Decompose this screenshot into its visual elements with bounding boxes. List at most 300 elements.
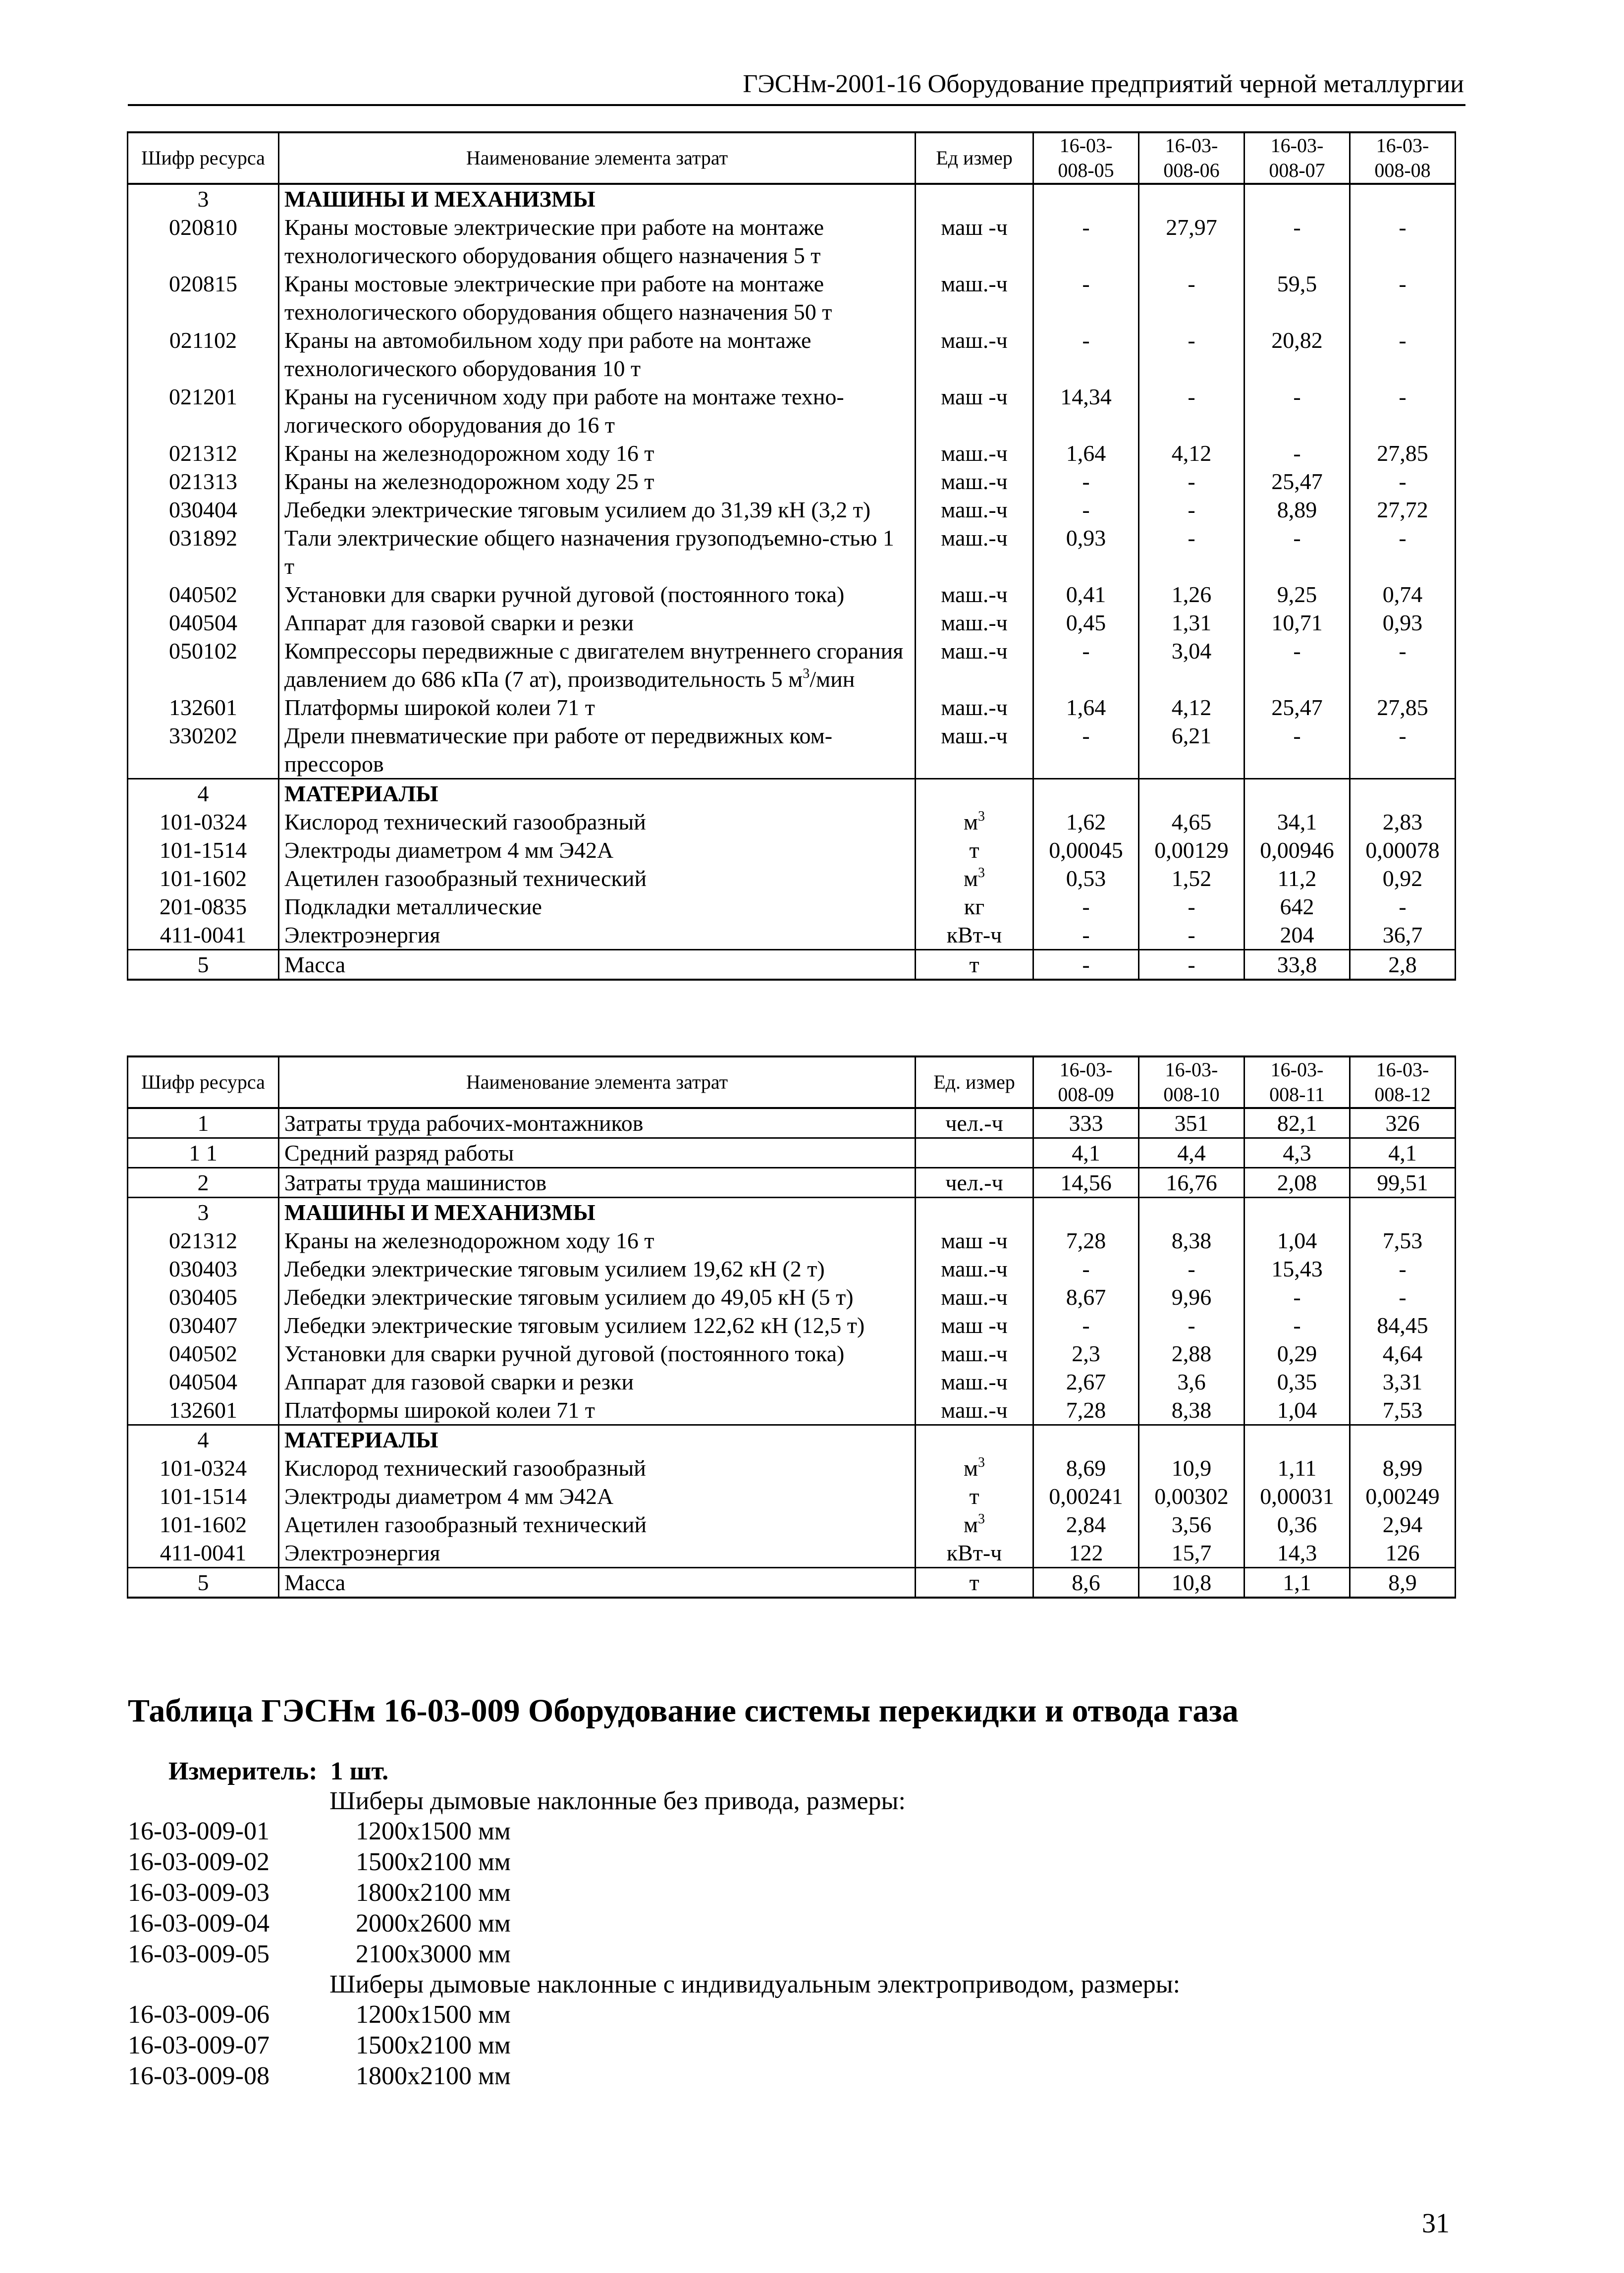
unit-text: м [963, 866, 978, 891]
group-heading-no-drive: Шиберы дымовые наклонные без привода, размеры: [329, 1787, 906, 1815]
value-norm-3: 4,3 [1245, 1138, 1350, 1168]
value-norm-1: 14,56 [1033, 1168, 1139, 1198]
table-header-row [128, 132, 1456, 184]
value-norm-2 [1139, 1198, 1245, 1227]
resource-code: 031892 [128, 524, 279, 580]
col-header-norm-4: 16-03- 008-12 [1350, 1056, 1456, 1108]
unit-text: маш.-ч [941, 1397, 1008, 1423]
value-norm-4: - [1350, 892, 1456, 921]
value-norm-4: - [1350, 326, 1456, 383]
resource-code: 2 [128, 1168, 279, 1198]
resource-code: 101-1602 [128, 1510, 279, 1539]
unit-cell [916, 1396, 1033, 1425]
value-norm-4: 36,7 [1350, 921, 1456, 950]
list-item [128, 1816, 511, 1847]
resource-name [279, 864, 916, 892]
resource-name-text: Ацетилен газообразный технический [284, 866, 647, 891]
resource-name [279, 892, 916, 921]
value-norm-2: - [1139, 270, 1245, 326]
unit-cell [916, 1454, 1033, 1482]
item-code: 16-03-009-03 [128, 1879, 270, 1907]
table-row [128, 1168, 1456, 1198]
unit-text: маш -ч [941, 215, 1008, 240]
value-norm-2: 3,04 [1139, 637, 1245, 693]
unit-text: кВт-ч [946, 922, 1002, 947]
unit-text: чел.-ч [945, 1170, 1003, 1195]
table-row [128, 1510, 1456, 1539]
value-norm-4: 0,93 [1350, 609, 1456, 637]
unit-cell [916, 779, 1033, 808]
item-code: 16-03-009-06 [128, 2000, 270, 2029]
value-norm-3: 10,71 [1245, 609, 1350, 637]
table-row [128, 1539, 1456, 1568]
resource-code: 411-0041 [128, 1539, 279, 1568]
value-norm-1: 7,28 [1033, 1396, 1139, 1425]
resource-code: 040504 [128, 609, 279, 637]
unit-cell [916, 1339, 1033, 1368]
resource-name-text: Электроды диаметром 4 мм Э42А [284, 837, 614, 863]
unit-cell [916, 496, 1033, 524]
value-norm-1: - [1033, 270, 1139, 326]
unit-text: чел.-ч [945, 1110, 1003, 1136]
value-norm-1: - [1033, 467, 1139, 496]
item-size: 1800х2100 мм [356, 2062, 511, 2090]
table-row [128, 580, 1456, 609]
value-norm-3 [1245, 1425, 1350, 1454]
unit-cell [916, 1311, 1033, 1339]
table-row [128, 693, 1456, 721]
value-norm-2: 0,00302 [1139, 1482, 1245, 1510]
value-norm-2: 10,9 [1139, 1454, 1245, 1482]
table-row [128, 213, 1456, 270]
resource-name [279, 1368, 916, 1396]
unit-cell [916, 1283, 1033, 1311]
unit-text: т [969, 1570, 979, 1595]
resource-name-text: Платформы широкой колеи 71 т [284, 695, 595, 720]
resource-name-text: Ацетилен газообразный технический [284, 1512, 647, 1537]
value-norm-4: 27,72 [1350, 496, 1456, 524]
item-code: 16-03-009-07 [128, 2031, 270, 2059]
resource-code: 020810 [128, 213, 279, 270]
value-norm-2: 16,76 [1139, 1168, 1245, 1198]
value-norm-1: 14,34 [1033, 383, 1139, 439]
resource-name-text: Компрессоры передвижные с двигателем внутреннего сгорания давлением до 686 кПа (7 ат), производительность 5 м [284, 638, 904, 692]
list-item [128, 2061, 511, 2092]
unit-cell [916, 524, 1033, 580]
resource-name-text: Краны на железнодорожном ходу 25 т [284, 469, 654, 494]
unit-superscript: 3 [978, 865, 985, 881]
unit-cell [916, 439, 1033, 467]
section-row [128, 184, 1456, 213]
value-norm-3: 0,36 [1245, 1510, 1350, 1539]
resource-code: 101-0324 [128, 808, 279, 836]
value-norm-2: 1,31 [1139, 609, 1245, 637]
resource-name-text: МАШИНЫ И МЕХАНИЗМЫ [284, 186, 595, 212]
unit-cell [916, 892, 1033, 921]
value-norm-2: - [1139, 892, 1245, 921]
value-norm-3: 1,11 [1245, 1454, 1350, 1482]
value-norm-4: 3,31 [1350, 1368, 1456, 1396]
header-rule [128, 104, 1465, 106]
value-norm-2 [1139, 779, 1245, 808]
value-norm-1: 0,53 [1033, 864, 1139, 892]
table-row [128, 1568, 1456, 1598]
table-row [128, 1368, 1456, 1396]
item-size: 1200х1500 мм [356, 2000, 511, 2029]
value-norm-3: 1,04 [1245, 1226, 1350, 1255]
resource-name-text: МАТЕРИАЛЫ [284, 781, 438, 806]
unit-cell [916, 950, 1033, 980]
unit-text: т [969, 952, 979, 977]
value-norm-2: - [1139, 467, 1245, 496]
unit-cell [916, 1255, 1033, 1283]
value-norm-1: - [1033, 637, 1139, 693]
value-norm-2: 15,7 [1139, 1539, 1245, 1568]
col-header-name: Наименование элемента затрат [279, 132, 916, 184]
table-row [128, 1454, 1456, 1482]
unit-text: маш.-ч [941, 1256, 1008, 1281]
resource-name-text: Кислород технический газообразный [284, 1455, 646, 1481]
resource-code: 030404 [128, 496, 279, 524]
value-norm-4: - [1350, 721, 1456, 779]
value-norm-2: 1,52 [1139, 864, 1245, 892]
value-norm-1: 1,64 [1033, 439, 1139, 467]
value-norm-1: 333 [1033, 1108, 1139, 1138]
item-size: 1500х2100 мм [356, 2031, 511, 2059]
unit-text: кВт-ч [946, 1540, 1002, 1565]
resource-code: 040504 [128, 1368, 279, 1396]
value-norm-4: - [1350, 1283, 1456, 1311]
value-norm-2 [1139, 184, 1245, 213]
unit-text: м [963, 809, 978, 834]
value-norm-1: 1,62 [1033, 808, 1139, 836]
table-row [128, 1339, 1456, 1368]
col-header-norm-2: 16-03- 008-10 [1139, 1056, 1245, 1108]
resource-name [279, 1108, 916, 1138]
resource-name [279, 637, 916, 693]
unit-cell [916, 1510, 1033, 1539]
unit-text: маш.-ч [941, 525, 1008, 551]
meter-line [168, 1757, 388, 1786]
resource-name-text: Лебедки электрические тяговым усилием 19,62 кН (2 т) [284, 1256, 825, 1281]
value-norm-4: - [1350, 270, 1456, 326]
value-norm-1 [1033, 1198, 1139, 1227]
resource-name [279, 1198, 916, 1227]
resource-name-text: Краны на железнодорожном ходу 16 т [284, 1228, 654, 1253]
value-norm-2: - [1139, 1311, 1245, 1339]
value-norm-3: 59,5 [1245, 270, 1350, 326]
unit-cell [916, 1425, 1033, 1454]
unit-text: маш.-ч [941, 1341, 1008, 1366]
unit-cell [916, 921, 1033, 950]
value-norm-4: - [1350, 213, 1456, 270]
col-header-code: Шифр ресурса [128, 132, 279, 184]
unit-cell [916, 1138, 1033, 1168]
resource-name-text: Платформы широкой колеи 71 т [284, 1397, 595, 1423]
unit-text: маш.-ч [941, 441, 1008, 466]
value-norm-2 [1139, 1425, 1245, 1454]
col-header-norm-1: 16-03- 008-05 [1033, 132, 1139, 184]
value-norm-3: 0,29 [1245, 1339, 1350, 1368]
value-norm-3: 0,00031 [1245, 1482, 1350, 1510]
value-norm-1: 7,28 [1033, 1226, 1139, 1255]
table-row [128, 496, 1456, 524]
list-item [128, 1939, 511, 1970]
running-header: ГЭСНм-2001-16 Оборудование предприятий черной металлургии [743, 70, 1464, 98]
resource-code: 101-1514 [128, 836, 279, 864]
unit-cell [916, 721, 1033, 779]
value-norm-2: 1,26 [1139, 580, 1245, 609]
table-row [128, 921, 1456, 950]
unit-cell [916, 1108, 1033, 1138]
value-norm-2: 9,96 [1139, 1283, 1245, 1311]
table-row [128, 439, 1456, 467]
resource-name [279, 580, 916, 609]
value-norm-1: 8,67 [1033, 1283, 1139, 1311]
value-norm-2: - [1139, 383, 1245, 439]
value-norm-4: 0,00078 [1350, 836, 1456, 864]
resource-name [279, 808, 916, 836]
resource-name-text: Установки для сварки ручной дуговой (постоянного тока) [284, 1341, 845, 1366]
resource-code: 5 [128, 950, 279, 980]
unit-cell [916, 1198, 1033, 1227]
resource-name-text: Тали электрические общего назначения грузоподъемно-стью 1 т [284, 525, 894, 579]
value-norm-2: - [1139, 921, 1245, 950]
value-norm-4: 8,9 [1350, 1568, 1456, 1598]
resource-code: 030407 [128, 1311, 279, 1339]
table-row [128, 524, 1456, 580]
value-norm-3: - [1245, 1283, 1350, 1311]
value-norm-4 [1350, 1425, 1456, 1454]
value-norm-2: - [1139, 950, 1245, 980]
resource-name-text: Электроды диаметром 4 мм Э42А [284, 1484, 614, 1509]
value-norm-4: - [1350, 1255, 1456, 1283]
resource-name [279, 1539, 916, 1568]
value-norm-1: - [1033, 496, 1139, 524]
resource-name-text: Кислород технический газообразный [284, 809, 646, 834]
value-norm-4: 27,85 [1350, 439, 1456, 467]
resource-name-text: Краны на гусеничном ходу при работе на монтаже техно-логического оборудования до 16 т [284, 384, 844, 438]
resource-code: 050102 [128, 637, 279, 693]
item-size: 2100х3000 мм [356, 1940, 511, 1968]
value-norm-3: 33,8 [1245, 950, 1350, 980]
value-norm-2: 8,38 [1139, 1226, 1245, 1255]
value-norm-1: - [1033, 950, 1139, 980]
item-code: 16-03-009-02 [128, 1848, 270, 1876]
value-norm-1: - [1033, 1311, 1139, 1339]
unit-text: маш.-ч [941, 610, 1008, 635]
value-norm-4: 2,94 [1350, 1510, 1456, 1539]
unit-cell [916, 693, 1033, 721]
resource-code: 3 [128, 1198, 279, 1227]
value-norm-4: - [1350, 524, 1456, 580]
unit-text: м [963, 1455, 978, 1481]
resource-name [279, 326, 916, 383]
resource-name [279, 921, 916, 950]
value-norm-1: 122 [1033, 1539, 1139, 1568]
table-caption: Таблица ГЭСНм 16-03-009 Оборудование системы перекидки и отвода газа [128, 1693, 1239, 1729]
unit-text: маш.-ч [941, 638, 1008, 664]
resource-name [279, 1168, 916, 1198]
resource-name [279, 721, 916, 779]
value-norm-3: 0,35 [1245, 1368, 1350, 1396]
page-number: 31 [1422, 2208, 1450, 2239]
value-norm-1: 2,84 [1033, 1510, 1139, 1539]
col-header-norm-3: 16-03- 008-07 [1245, 132, 1350, 184]
list-item [128, 1999, 511, 2030]
resource-code: 411-0041 [128, 921, 279, 950]
value-norm-4 [1350, 779, 1456, 808]
resource-name [279, 950, 916, 980]
col-header-name: Наименование элемента затрат [279, 1056, 916, 1108]
resource-code: 021312 [128, 1226, 279, 1255]
resource-code: 4 [128, 1425, 279, 1454]
value-norm-1: 0,93 [1033, 524, 1139, 580]
resource-name [279, 1454, 916, 1482]
value-norm-3: 11,2 [1245, 864, 1350, 892]
value-norm-1: - [1033, 921, 1139, 950]
value-norm-1: 0,00241 [1033, 1482, 1139, 1510]
resource-code: 5 [128, 1568, 279, 1598]
resource-name-text: МАТЕРИАЛЫ [284, 1427, 438, 1452]
value-norm-3: - [1245, 721, 1350, 779]
value-norm-3: 2,08 [1245, 1168, 1350, 1198]
value-norm-3: 34,1 [1245, 808, 1350, 836]
group-heading-electric-drive: Шиберы дымовые наклонные с индивидуальным электроприводом, размеры: [329, 1970, 1181, 1998]
resource-name-text: Дрели пневматические при работе от передвижных ком-прессоров [284, 723, 833, 776]
resource-code: 1 1 [128, 1138, 279, 1168]
table-row [128, 637, 1456, 693]
resource-name [279, 184, 916, 213]
unit-text: маш -ч [941, 1228, 1008, 1253]
resource-name [279, 1396, 916, 1425]
value-norm-3: - [1245, 524, 1350, 580]
resource-table-008-09-12 [127, 1055, 1456, 1599]
table-row [128, 270, 1456, 326]
unit-cell [916, 383, 1033, 439]
resource-code: 132601 [128, 693, 279, 721]
resource-code: 040502 [128, 580, 279, 609]
col-header-unit: Ед измер [916, 132, 1033, 184]
unit-cell [916, 467, 1033, 496]
value-norm-4: - [1350, 637, 1456, 693]
value-norm-1: 8,69 [1033, 1454, 1139, 1482]
resource-code: 020815 [128, 270, 279, 326]
resource-name [279, 1425, 916, 1454]
resource-name-text: Аппарат для газовой сварки и резки [284, 1369, 634, 1394]
value-norm-1: 0,45 [1033, 609, 1139, 637]
resource-name-text: Лебедки электрические тяговым усилием до 49,05 кН (5 т) [284, 1284, 854, 1310]
unit-text: маш.-ч [941, 723, 1008, 748]
table-row [128, 1482, 1456, 1510]
unit-text: маш -ч [941, 1313, 1008, 1338]
resource-name [279, 270, 916, 326]
value-norm-1 [1033, 1425, 1139, 1454]
value-norm-2: 4,4 [1139, 1138, 1245, 1168]
value-norm-3: 25,47 [1245, 467, 1350, 496]
value-norm-1: 1,64 [1033, 693, 1139, 721]
resource-name [279, 1482, 916, 1510]
value-norm-2: 4,12 [1139, 439, 1245, 467]
value-norm-1: 2,3 [1033, 1339, 1139, 1368]
unit-cell [916, 1482, 1033, 1510]
resource-name-text: Затраты труда машинистов [284, 1170, 547, 1195]
value-norm-4: 2,8 [1350, 950, 1456, 980]
table-row [128, 808, 1456, 836]
value-norm-3: 0,00946 [1245, 836, 1350, 864]
resource-name [279, 693, 916, 721]
value-norm-4: 326 [1350, 1108, 1456, 1138]
table-row [128, 1283, 1456, 1311]
resource-name [279, 213, 916, 270]
value-norm-2: - [1139, 496, 1245, 524]
value-norm-2: - [1139, 326, 1245, 383]
unit-text: маш.-ч [941, 328, 1008, 353]
value-norm-4: 4,64 [1350, 1339, 1456, 1368]
resource-code: 030405 [128, 1283, 279, 1311]
col-header-code: Шифр ресурса [128, 1056, 279, 1108]
unit-cell [916, 1168, 1033, 1198]
value-norm-2: - [1139, 1255, 1245, 1283]
value-norm-1: 8,6 [1033, 1568, 1139, 1598]
item-size: 1500х2100 мм [356, 1848, 511, 1876]
value-norm-3: 1,04 [1245, 1396, 1350, 1425]
resource-code: 030403 [128, 1255, 279, 1283]
unit-text: кг [964, 894, 985, 919]
table-row [128, 1311, 1456, 1339]
value-norm-3 [1245, 779, 1350, 808]
value-norm-2: 4,12 [1139, 693, 1245, 721]
item-code: 16-03-009-08 [128, 2062, 270, 2090]
unit-text: маш.-ч [941, 271, 1008, 296]
value-norm-2: - [1139, 524, 1245, 580]
value-norm-2: 351 [1139, 1108, 1245, 1138]
unit-cell [916, 808, 1033, 836]
table-row [128, 721, 1456, 779]
value-norm-4: 0,92 [1350, 864, 1456, 892]
resource-code: 040502 [128, 1339, 279, 1368]
resource-code: 101-1514 [128, 1482, 279, 1510]
table-row [128, 864, 1456, 892]
value-norm-4: - [1350, 467, 1456, 496]
unit-superscript: 3 [978, 1511, 985, 1527]
value-norm-3: 15,43 [1245, 1255, 1350, 1283]
item-list-no-drive [128, 1816, 511, 1970]
resource-name [279, 1339, 916, 1368]
item-size: 1800х2100 мм [356, 1879, 511, 1907]
meter-label: Измеритель: [168, 1757, 318, 1785]
value-norm-3: - [1245, 1311, 1350, 1339]
value-norm-3: 20,82 [1245, 326, 1350, 383]
resource-name [279, 1138, 916, 1168]
table-header-row [128, 1056, 1456, 1108]
value-norm-3: 25,47 [1245, 693, 1350, 721]
list-item [128, 2030, 511, 2061]
resource-name-text: Аппарат для газовой сварки и резки [284, 610, 634, 635]
unit-text: маш.-ч [941, 1284, 1008, 1310]
value-norm-2: 4,65 [1139, 808, 1245, 836]
meter-value: 1 шт. [330, 1757, 389, 1785]
value-norm-3 [1245, 184, 1350, 213]
table-row [128, 326, 1456, 383]
superscript: 3 [803, 666, 810, 681]
table-row [128, 836, 1456, 864]
unit-cell [916, 1568, 1033, 1598]
value-norm-4 [1350, 184, 1456, 213]
unit-text: маш.-ч [941, 1369, 1008, 1394]
unit-cell [916, 326, 1033, 383]
unit-superscript: 3 [978, 1455, 985, 1470]
